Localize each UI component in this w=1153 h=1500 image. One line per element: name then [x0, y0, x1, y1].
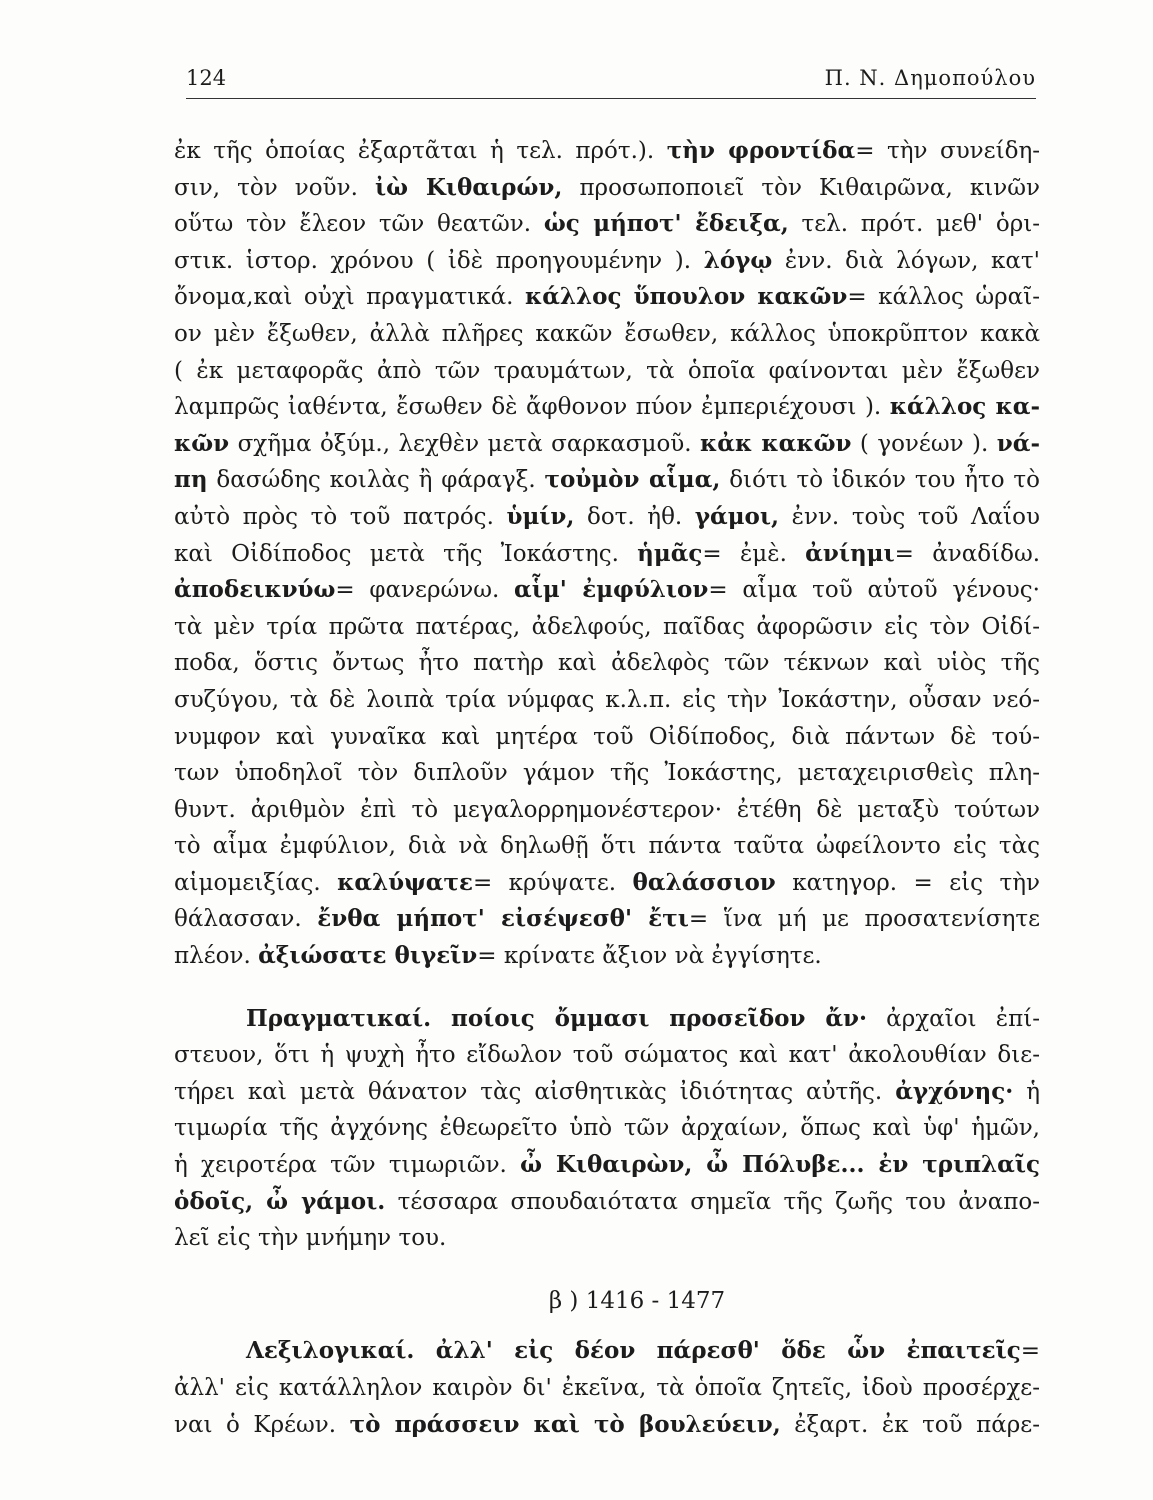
bold-lemma: κῶν — [174, 429, 230, 457]
text-line: αἱμομειξίας. καλύψατε= κρύψατε. θαλάσσιον κατηγορ. = εἰς τὴν — [174, 868, 1041, 896]
bold-lemma: κἀκ κακῶν — [700, 429, 852, 457]
text-line: ναι ὁ Κρέων. τὸ πράσσειν καὶ τὸ βουλεύειν, ἐξαρτ. ἐκ τοῦ πάρε- — [174, 1410, 1040, 1438]
text-line: πη δασώδης κοιλὰς ἢ φάραγξ. τοὐμὸν αἷμα, διότι τὸ ἰδικόν του ἦτο τὸ — [174, 466, 1040, 494]
text-line: συζύγου, τὰ δὲ λοιπὰ τρία νύμφας κ.λ.π. εἰς τὴν Ἰοκάστην, οὖσαν νεό- — [174, 686, 1040, 713]
bold-lemma: ὑμίν, — [506, 502, 575, 530]
bold-lemma: ἔνθα μήποτ' εἰσέψεσθ' ἔτι — [317, 905, 689, 933]
bold-lemma: ἀνίημι — [805, 539, 895, 567]
text-line: ἐκ τῆς ὁποίας ἐξαρτᾶται ἡ τελ. πρότ.). τὴν φροντίδα= τὴν συνείδη- — [174, 137, 1040, 164]
heading-gap — [174, 1319, 1040, 1333]
bold-lemma: κάλλος ὕπουλον κακῶν — [524, 283, 848, 311]
bold-lemma: νά- — [996, 429, 1040, 457]
section-heading: β ) 1416 - 1477 — [548, 1287, 726, 1314]
text-line: καὶ Οἰδίποδος μετὰ τῆς Ἰοκάστης. ἡμᾶς= ἐμὲ. ἀνίημι= ἀναδίδω. — [174, 539, 1041, 567]
text-line: ὄνομα,καὶ οὐχὶ πραγματικά. κάλλος ὕπουλον κακῶν= κάλλος ὡραῖ- — [174, 283, 1040, 311]
bold-lemma: τοὐμὸν αἷμα, — [544, 466, 721, 494]
bold-lemma: κάλλος κα- — [889, 393, 1040, 421]
page-header — [186, 66, 1036, 99]
text-line: κῶν σχῆμα ὀξύμ., λεχθὲν μετὰ σαρκασμοῦ. κἀκ κακῶν ( γονέων ). νά- — [174, 429, 1040, 457]
text-line: νυμφον καὶ γυναῖκα καὶ μητέρα τοῦ Οἰδίποδος, διὰ πάντων δὲ τού- — [174, 723, 1040, 750]
bold-lemma: λόγῳ — [703, 246, 773, 274]
bold-lemma: γάμοι, — [694, 502, 780, 530]
text-line: ἡ χειροτέρα τῶν τιμωριῶν. ὦ Κιθαιρὼν, ὦ Πόλυβε... ἐν τριπλαῖς — [174, 1151, 1040, 1179]
text-line: πλέον. ἀξιώσατε θιγεῖν= κρίνατε ἄξιον νὰ ἐγγίσητε. — [174, 942, 822, 970]
text-line: των ὑποδηλοῖ τὸν διπλοῦν γάμον τῆς Ἰοκάστης, μεταχειρισθεὶς πλη- — [174, 760, 1040, 787]
text-line: αὐτὸ πρὸς τὸ τοῦ πατρός. ὑμίν, δοτ. ἠθ. γάμοι, ἐνν. τοὺς τοῦ Λαΐου — [174, 502, 1040, 530]
text-line: στευον, ὅτι ἡ ψυχὴ ἦτο εἴδωλον τοῦ σώματος καὶ κατ' ἀκολουθίαν διε- — [174, 1042, 1040, 1069]
text-line: ον μὲν ἔξωθεν, ἀλλὰ πλῆρες κακῶν ἔσωθεν, κάλλος ὑποκρῦπτον κακὰ — [174, 320, 1040, 347]
bold-lemma: Πραγματικαί. ποίοις ὄμμασι προσεῖδον ἄν· — [246, 1004, 867, 1032]
text-line: ( ἐκ μεταφορᾶς ἀπὸ τῶν τραυμάτων, τὰ ὁποῖα φαίνονται μὲν ἔξωθεν — [174, 357, 1040, 384]
paragraph-gap — [174, 1257, 1040, 1283]
commentary-section — [174, 133, 1040, 975]
bold-lemma: θαλάσσιον — [632, 868, 776, 896]
bold-lemma: τὴν φροντίδα — [666, 137, 856, 164]
text-line: λεῖ εἰς τὴν μνήμην του. — [174, 1225, 447, 1252]
body-text — [174, 133, 1040, 1443]
bold-lemma: ἀγχόνης· — [895, 1077, 1014, 1105]
paragraph-gap — [174, 975, 1040, 1001]
bold-lemma: ἰὼ Κιθαιρών, — [375, 173, 563, 201]
bold-lemma: ἀξιώσατε θιγεῖν — [258, 942, 478, 970]
text-line: Πραγματικαί. ποίοις ὄμμασι προσεῖδον ἄν· ἀρχαῖοι ἐπί- — [246, 1004, 1040, 1032]
bold-lemma: τὸ πράσσειν καὶ τὸ βουλεύειν, — [349, 1410, 781, 1438]
bold-lemma: καλύψατε — [337, 868, 473, 896]
realia-section — [174, 1001, 1040, 1257]
bold-lemma: ὦ Κιθαιρὼν, ὦ Πόλυβε... ἐν τριπλαῖς — [520, 1151, 1040, 1179]
text-line: ἀλλ' εἰς κατάλληλον καιρὸν δι' ἐκεῖνα, τὰ ὁποῖα ζητεῖς, ἰδοὺ προσέρχε- — [174, 1375, 1040, 1401]
text-line: στικ. ἱστορ. χρόνου ( ἰδὲ προηγουμένην ). λόγῳ ἐνν. διὰ λόγων, κατ' — [174, 246, 1040, 274]
text-line: τὰ μὲν τρία πρῶτα πατέρας, ἀδελφούς, παῖδας ἀφορῶσιν εἰς τὸν Οἰδί- — [174, 613, 1040, 640]
text-line: ὁδοῖς, ὦ γάμοι. τέσσαρα σπουδαιότατα σημεῖα τῆς ζωῆς του ἀναπο- — [174, 1187, 1040, 1215]
running-title: Π. Ν. Δημοπούλου — [824, 66, 1036, 90]
page-number: 124 — [186, 66, 227, 90]
text-line: θυντ. ἀριθμὸν ἐπὶ τὸ μεγαλορρημονέστερον· ἐτέθη δὲ μεταξὺ τούτων — [174, 796, 1040, 823]
text-line: Λεξιλογικαί. ἀλλ' εἰς δέον πάρεσθ' ὅδε ὧν ἐπαιτεῖς= — [246, 1337, 1040, 1365]
text-line: σιν, τὸν νοῦν. ἰὼ Κιθαιρών, προσωποποιεῖ τὸν Κιθαιρῶνα, κινῶν — [174, 173, 1040, 201]
lexical-section — [174, 1333, 1040, 1443]
text-line: τὸ αἷμα ἐμφύλιον, διὰ νὰ δηλωθῇ ὅτι πάντα ταῦτα ὠφείλοντο εἰς τὰς — [174, 833, 1040, 860]
text-line: θάλασσαν. ἔνθα μήποτ' εἰσέψεσθ' ἔτι= ἵνα μή με προσατενίσητε — [174, 905, 1040, 933]
text-line: λαμπρῶς ἰαθέντα, ἔσωθεν δὲ ἄφθονον πύον ἐμπεριέχουσι ). κάλλος κα- — [174, 393, 1040, 421]
bold-lemma: ὁδοῖς, ὦ γάμοι. — [174, 1187, 386, 1215]
text-line: ποδα, ὅστις ὄντως ἦτο πατὴρ καὶ ἀδελφὸς τῶν τέκνων καὶ υἱὸς τῆς — [174, 650, 1040, 677]
text-line: τήρει καὶ μετὰ θάνατον τὰς αἰσθητικὰς ἰδιότητας αὐτῆς. ἀγχόνης· ἡ — [174, 1077, 1040, 1105]
text-line: οὕτω τὸν ἔλεον τῶν θεατῶν. ὡς μήποτ' ἔδειξα, τελ. πρότ. μεθ' ὁρι- — [174, 210, 1041, 238]
text-line: ἀποδεικνύω= φανερώνω. αἷμ' ἐμφύλιον= αἷμα τοῦ αὐτοῦ γένους· — [174, 576, 1040, 604]
bold-lemma: ἀποδεικνύω — [174, 576, 336, 604]
bold-lemma: αἷμ' ἐμφύλιον — [514, 576, 709, 604]
bold-lemma: ὡς μήποτ' ἔδειξα, — [543, 210, 789, 238]
bold-lemma: πη — [174, 466, 208, 494]
bold-lemma: Λεξιλογικαί. ἀλλ' εἰς δέον πάρεσθ' ὅδε ὧν ἐπαιτεῖς — [246, 1337, 1021, 1365]
bold-lemma: ἡμᾶς — [637, 539, 703, 567]
text-line: τιμωρία τῆς ἀγχόνης ἐθεωρεῖτο ὑπὸ τῶν ἀρχαίων, ὅπως καὶ ὑφ' ἡμῶν, — [174, 1115, 1040, 1142]
